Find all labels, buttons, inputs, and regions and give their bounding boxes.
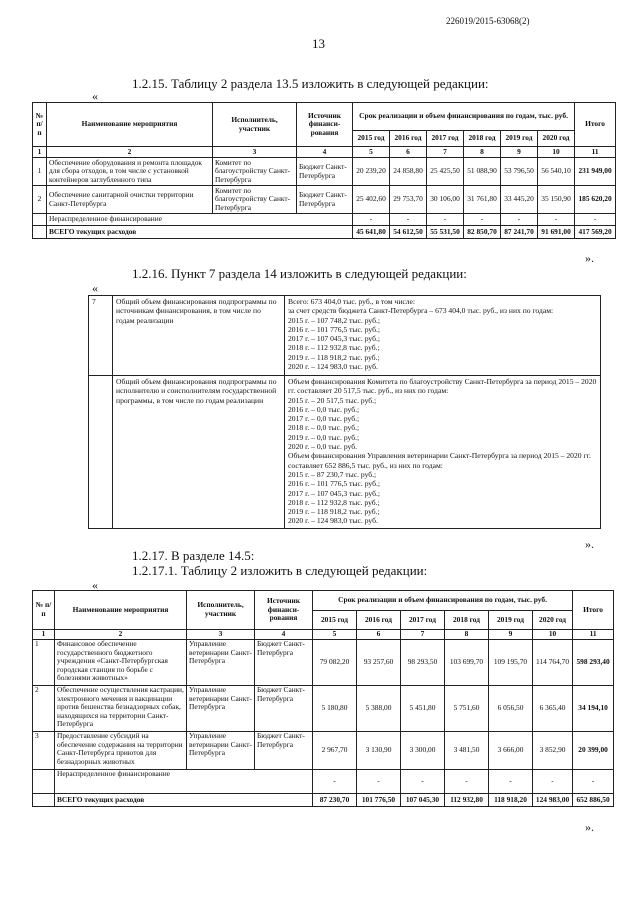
header-num: № п/п — [33, 591, 55, 630]
grand-total: 652 886,50 — [573, 794, 614, 807]
dash: - — [533, 770, 573, 794]
colnum: 2 — [55, 630, 187, 640]
header-year: 2018 год — [464, 131, 501, 147]
row-value: 3 666,00 — [489, 732, 533, 770]
column-numbers-row — [33, 147, 616, 158]
total-value: 107 045,30 — [401, 794, 445, 807]
row-value: 24 858,80 — [390, 158, 427, 186]
row-value: 31 761,80 — [464, 186, 501, 214]
dash: - — [390, 214, 427, 226]
header-executor: Исполнитель, участник — [213, 103, 297, 147]
dash: - — [464, 214, 501, 226]
colnum: 6 — [357, 630, 401, 640]
colnum: 10 — [538, 147, 575, 158]
header-total: Итого — [575, 103, 616, 147]
column-numbers-row — [33, 630, 614, 640]
total-value: 101 776,50 — [357, 794, 401, 807]
colnum: 11 — [573, 630, 614, 640]
row-value: 33 445,20 — [501, 186, 538, 214]
colnum: 10 — [533, 630, 573, 640]
colnum: 5 — [313, 630, 357, 640]
total-value: 87 230,70 — [313, 794, 357, 807]
header-total: Итого — [573, 591, 614, 630]
row-value: 29 753,70 — [390, 186, 427, 214]
table-14-5 — [32, 590, 614, 807]
dash: - — [357, 770, 401, 794]
row-executor: Управление ветеринарии Санкт-Петербурга — [187, 686, 255, 732]
row-value: 3 481,50 — [445, 732, 489, 770]
total-row — [33, 794, 614, 807]
row-value: 25 425,50 — [427, 158, 464, 186]
item-number: 7 — [89, 296, 113, 376]
funding-line: 2018 г. – 112 932,8 тыс. руб.; — [288, 343, 380, 353]
row-num: 1 — [33, 640, 55, 686]
header-year: 2017 год — [427, 131, 464, 147]
funding-line: 2019 г. – 118 918,2 тыс. руб.; — [288, 352, 380, 362]
document-number: 226019/2015-63068(2) — [446, 16, 530, 26]
header-period: Срок реализации и объем финансирования по годам, тыс. руб. — [353, 103, 575, 131]
colnum: 9 — [501, 147, 538, 158]
row-value: 5 751,60 — [445, 686, 489, 732]
funding-line: 2017 г. – 107 045,3 тыс. руб.; — [288, 334, 380, 344]
table-row — [33, 732, 614, 770]
row-value: 35 150,90 — [538, 186, 575, 214]
funding-line: 2019 г. – 118 918,2 тыс. руб.; — [288, 507, 380, 517]
quote-close: ». — [585, 537, 594, 551]
header-year: 2018 год — [445, 611, 489, 630]
row-name: Финансовое обеспечение государственного бюджетного учреждения «Санкт-Петербургская городская станция по борьбе с болезнями животных» — [55, 640, 187, 686]
header-year: 2015 год — [313, 611, 357, 630]
row-value: 103 699,70 — [445, 640, 489, 686]
colnum: 8 — [445, 630, 489, 640]
row-value: 5 451,80 — [401, 686, 445, 732]
section-heading-1-2-17-1: 1.2.17.1. Таблицу 2 изложить в следующей редакции: — [132, 563, 428, 578]
funding-line: Объем финансирования Управления ветеринарии Санкт-Петербурга за период 2015 – 2020 гг. составляет 652 886,5 тыс. руб., из них по годам: — [288, 451, 591, 470]
dash: - — [489, 770, 533, 794]
header-source: Источник финанси-рования — [297, 103, 353, 147]
quote-open: « — [92, 578, 98, 592]
unallocated-row — [33, 770, 614, 794]
dash: - — [445, 770, 489, 794]
dash: - — [573, 770, 614, 794]
row-value: 5 388,00 — [357, 686, 401, 732]
row-value: 2 967,70 — [313, 732, 357, 770]
row-name: Обеспечение осуществления кастрации, электронного мечения и вакцинации против бешенства безнадзорных собак, находящихся на территории Санкт-Петербурга — [55, 686, 187, 732]
row-executor: Комитет по благоустройству Санкт-Петербурга — [213, 158, 297, 186]
dash: - — [401, 770, 445, 794]
grand-total: 417 569,20 — [575, 226, 616, 239]
row-value: 25 402,60 — [353, 186, 390, 214]
unallocated-label: Нераспределенное финансирование — [55, 770, 313, 794]
funding-line: 2016 г. – 101 776,5 тыс. руб.; — [288, 324, 380, 334]
colnum: 9 — [489, 630, 533, 640]
row-executor: Комитет по благоустройству Санкт-Петербурга — [213, 186, 297, 214]
header-name: Наименование мероприятия — [47, 103, 213, 147]
total-value: 45 641,80 — [353, 226, 390, 239]
row-value: 3 130,90 — [357, 732, 401, 770]
row-value: 93 257,60 — [357, 640, 401, 686]
colnum: 4 — [255, 630, 313, 640]
header-executor: Исполнитель, участник — [187, 591, 255, 630]
funding-line: 2017 г. – 0,0 тыс. руб.; — [288, 414, 360, 424]
header-year: 2016 год — [390, 131, 427, 147]
funding-line: 2015 г. – 20 517,5 тыс. руб.; — [288, 395, 377, 405]
header-name: Наименование мероприятия — [55, 591, 187, 630]
quote-open: « — [92, 281, 98, 295]
funding-line: 2020 г. – 124 983,0 тыс. руб. — [288, 516, 378, 526]
funding-line: 2015 г. – 87 230,7 тыс. руб.; — [288, 469, 377, 479]
total-value: 124 983,00 — [533, 794, 573, 807]
row-total: 20 399,00 — [573, 732, 614, 770]
colnum: 6 — [390, 147, 427, 158]
colnum: 1 — [33, 147, 47, 158]
funding-label-2: Общий объем финансирования подпрограммы по исполнителю и соисполнителям государственной программы, в том числе по годам реализации — [113, 376, 285, 529]
row-num: 1 — [33, 158, 47, 186]
total-label: ВСЕГО текущих расходов — [55, 794, 313, 807]
section-heading-1-2-16: 1.2.16. Пункт 7 раздела 14 изложить в следующей редакции: — [132, 266, 467, 281]
row-total: 185 620,20 — [575, 186, 616, 214]
funding-line: Всего: 673 404,0 тыс. руб., в том числе: — [288, 297, 416, 306]
row-num: 2 — [33, 186, 47, 214]
row-value: 114 764,70 — [533, 640, 573, 686]
row-executor: Управление ветеринарии Санкт-Петербурга — [187, 732, 255, 770]
header-year: 2017 год — [401, 611, 445, 630]
colnum: 5 — [353, 147, 390, 158]
row-value: 30 106,00 — [427, 186, 464, 214]
row-source: Бюджет Санкт-Петербурга — [255, 686, 313, 732]
total-value: 54 612,50 — [390, 226, 427, 239]
row-value: 6 365,40 — [533, 686, 573, 732]
row-value: 56 540,10 — [538, 158, 575, 186]
row-value: 3 300,00 — [401, 732, 445, 770]
total-value: 112 932,80 — [445, 794, 489, 807]
colnum: 7 — [427, 147, 464, 158]
row-total: 598 293,40 — [573, 640, 614, 686]
dash: - — [427, 214, 464, 226]
colnum: 1 — [33, 630, 55, 640]
row-num: 2 — [33, 686, 55, 732]
unallocated-label: Нераспределенное финансирование — [47, 214, 353, 226]
section-heading-1-2-17: 1.2.17. В разделе 14.5: — [132, 548, 255, 563]
header-period: Срок реализации и объем финансирования по годам, тыс. руб. — [313, 591, 573, 611]
row-value: 51 088,90 — [464, 158, 501, 186]
row-value: 3 852,90 — [533, 732, 573, 770]
quote-close: ». — [585, 820, 594, 834]
section-heading-1-2-15: 1.2.15. Таблицу 2 раздела 13.5 изложить в следующей редакции: — [132, 76, 489, 91]
colnum: 3 — [187, 630, 255, 640]
row-source: Бюджет Санкт-Петербурга — [255, 732, 313, 770]
row-value: 109 195,70 — [489, 640, 533, 686]
dash: - — [575, 214, 616, 226]
funding-line: за счет средств бюджета Санкт-Петербурга – 673 404,0 тыс. руб., из них по годам: — [288, 306, 554, 316]
header-year: 2020 год — [533, 611, 573, 630]
colnum: 4 — [297, 147, 353, 158]
total-label: ВСЕГО текущих расходов — [47, 226, 353, 239]
unallocated-row — [33, 214, 616, 226]
row-num: 3 — [33, 732, 55, 770]
row-value: 6 056,50 — [489, 686, 533, 732]
total-value: 82 850,70 — [464, 226, 501, 239]
row-value: 79 082,20 — [313, 640, 357, 686]
colnum: 3 — [213, 147, 297, 158]
total-row — [33, 226, 616, 239]
header-num: № п/п — [33, 103, 47, 147]
header-year: 2019 год — [501, 131, 538, 147]
total-value: 118 918,20 — [489, 794, 533, 807]
dash: - — [353, 214, 390, 226]
row-name: Обеспечение оборудования и ремонта площадок для сбора отходов, в том числе с установкой контейнеров заглубленного типа — [47, 158, 213, 186]
row-source: Бюджет Санкт-Петербурга — [297, 158, 353, 186]
table-item-7 — [88, 295, 601, 529]
dash: - — [501, 214, 538, 226]
table-row — [33, 158, 616, 186]
funding-value-2 — [285, 376, 601, 529]
row-value: 20 239,20 — [353, 158, 390, 186]
funding-line: 2019 г. – 0,0 тыс. руб.; — [288, 432, 360, 442]
colnum: 11 — [575, 147, 616, 158]
dash: - — [313, 770, 357, 794]
table-13-5 — [32, 102, 616, 239]
funding-line: 2020 г. – 124 983,0 тыс. руб. — [288, 362, 378, 372]
header-year: 2016 год — [357, 611, 401, 630]
funding-line: 2020 г. – 0,0 тыс. руб. — [288, 442, 357, 452]
table-row — [33, 186, 616, 214]
colnum: 2 — [47, 147, 213, 158]
row-name: Обеспечение санитарной очистки территории Санкт-Петербурга — [47, 186, 213, 214]
row-value: 5 180,80 — [313, 686, 357, 732]
header-year: 2019 год — [489, 611, 533, 630]
row-executor: Управление ветеринарии Санкт-Петербурга — [187, 640, 255, 686]
funding-line: Объем финансирования Комитета по благоустройству Санкт-Петербурга за период 2015 – 2020 гг. составляет 20 517,5 тыс. руб., из них по годам: — [288, 377, 597, 396]
quote-close: ». — [585, 251, 594, 265]
quote-open: « — [92, 89, 98, 103]
row-total: 34 194,10 — [573, 686, 614, 732]
table-row — [33, 640, 614, 686]
funding-line: 2017 г. – 107 045,3 тыс. руб.; — [288, 488, 380, 498]
table-row — [33, 686, 614, 732]
header-year: 2015 год — [353, 131, 390, 147]
row-value: 98 293,50 — [401, 640, 445, 686]
header-source: Источник финанси-рования — [255, 591, 313, 630]
funding-value-1 — [285, 296, 601, 376]
row-source: Бюджет Санкт-Петербурга — [255, 640, 313, 686]
total-value: 87 241,70 — [501, 226, 538, 239]
funding-line: 2016 г. – 0,0 тыс. руб.; — [288, 404, 360, 414]
funding-line: 2015 г. – 107 748,2 тыс. руб.; — [288, 315, 380, 325]
colnum: 8 — [464, 147, 501, 158]
colnum: 7 — [401, 630, 445, 640]
row-source: Бюджет Санкт-Петербурга — [297, 186, 353, 214]
row-value: 53 796,50 — [501, 158, 538, 186]
funding-line: 2018 г. – 0,0 тыс. руб.; — [288, 423, 360, 433]
funding-line: 2016 г. – 101 776,5 тыс. руб.; — [288, 479, 380, 489]
row-name: Предоставление субсидий на обеспечение содержания на территории Санкт-Петербурга приютов для безнадзорных животных — [55, 732, 187, 770]
funding-label-1: Общий объем финансирования подпрограммы по источникам финансирования, в том числе по годам реализации — [113, 296, 285, 376]
total-value: 91 691,00 — [538, 226, 575, 239]
row-total: 231 949,00 — [575, 158, 616, 186]
dash: - — [538, 214, 575, 226]
total-value: 55 531,50 — [427, 226, 464, 239]
header-year: 2020 год — [538, 131, 575, 147]
page-number: 13 — [312, 36, 325, 51]
funding-line: 2018 г. – 112 932,8 тыс. руб.; — [288, 497, 380, 507]
